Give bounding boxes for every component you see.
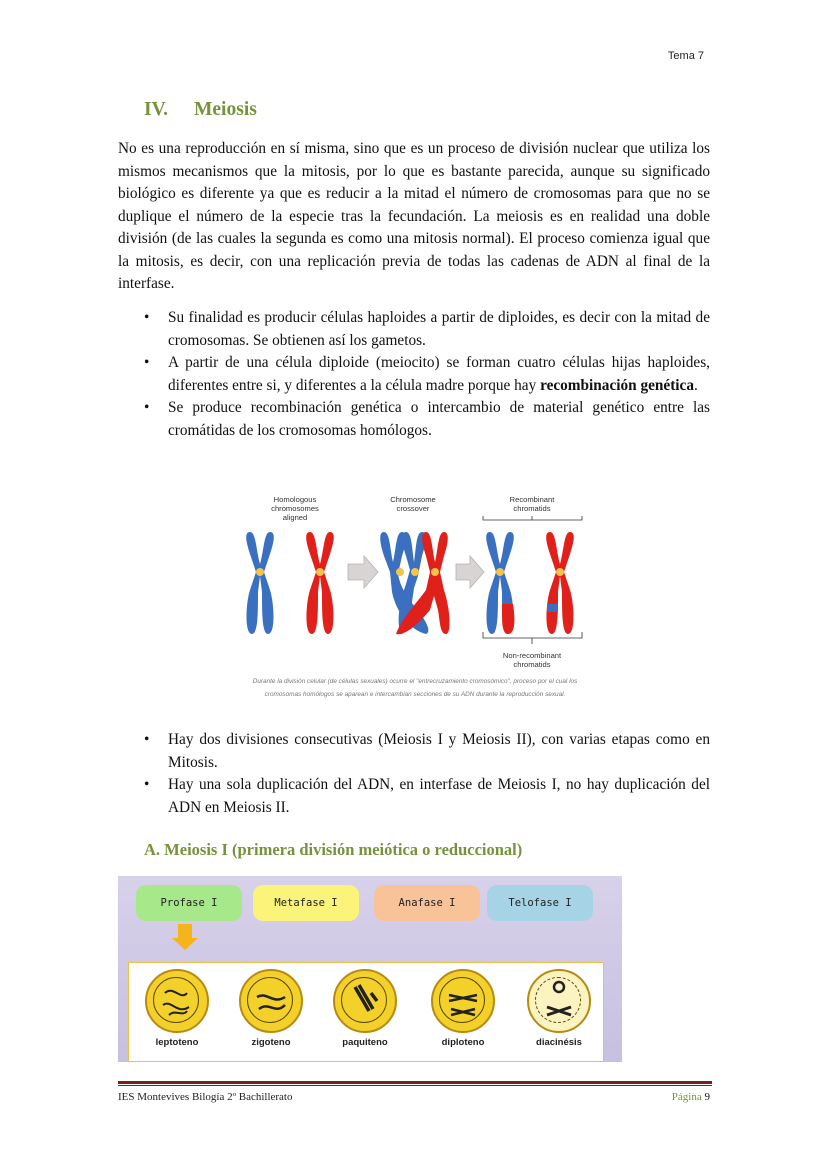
list-item: • Su finalidad es producir células haploides a partir de diploides, es decir con la mitad de cromosomas. Se obtienen así los gametos. (118, 307, 710, 352)
section-number: IV. (144, 99, 169, 120)
chromosome-blue-1 (246, 532, 274, 634)
crossover-diagram (230, 492, 600, 672)
recombinant-bracket (483, 516, 582, 520)
label-recombinant: Recombinant chromatids (509, 495, 555, 513)
bullet-list-2 (118, 729, 710, 819)
list-item: • Hay dos divisiones consecutivas (Meiosis I y Meiosis II), con varias etapas como en Mitosis. (118, 729, 710, 774)
label-homologous: Homologous chromosomes aligned (271, 495, 319, 522)
stage-paquiteno: paquiteno (323, 969, 407, 1048)
prophase-stages-panel (128, 962, 604, 1062)
phase-pill: Telofase I (487, 885, 593, 921)
stage-diacinesis: diacinésis (517, 969, 601, 1048)
footer-rule (118, 1081, 712, 1084)
figure-caption-line2: cromosomas homólogos se aparean e intercambian secciones de su ADN durante la reproducción sexual. (264, 691, 566, 698)
bullet-list-1 (118, 307, 710, 442)
footer-rule-thin (118, 1085, 712, 1086)
centromere (256, 568, 264, 576)
stage-diploteno: diploteno (421, 969, 505, 1048)
chromosome-recombinant-red (546, 532, 574, 634)
centromere (556, 568, 564, 576)
list-item: • A partir de una célula diploide (meiocito) se forman cuatro células hijas haploides, diferentes entre si, y diferentes a la célula madre porque hay recombinación genética. (118, 352, 710, 397)
phase-pill: Profase I (136, 885, 242, 921)
label-nonrecombinant: Non-recombinant chromatids (502, 651, 562, 669)
centromere (316, 568, 324, 576)
process-arrow (456, 556, 484, 588)
meiosis-phases-diagram (118, 876, 622, 1062)
chromosome-crossover-pair (380, 532, 449, 634)
stage-zigoteno: zigoteno (229, 969, 313, 1048)
stage-leptoteno: leptoteno (135, 969, 219, 1048)
section-title: Meiosis (194, 99, 257, 120)
crossover-figure (230, 492, 600, 707)
phase-pill: Anafase I (374, 885, 480, 921)
label-crossover: Chromosome crossover (390, 495, 436, 513)
section-heading (144, 99, 257, 121)
footer-school: IES Montevives Bilogía 2º Bachillerato (118, 1091, 293, 1103)
process-arrow (348, 556, 378, 588)
phase-pill: Metafase I (253, 885, 359, 921)
page-number: Página 9 (671, 1091, 710, 1103)
bold-term: recombinación genética (540, 376, 694, 394)
figure-caption-line1: Durante la división celular (de células sexuales) ocurre el "entrecruzamiento cromosómico", proceso por el cual los (252, 678, 578, 685)
chromosome-red-1 (306, 532, 334, 634)
centromere (496, 568, 504, 576)
intro-paragraph: No es una reproducción en sí misma, sino que es un proceso de división nuclear que utiliza los mismos mecanismos que la mitosis, por lo que es bastante parecida, aunque su significado biológico es diferente ya que es reducir a la mitad el número de cromosomas para que no se duplique el número de la especie tras la fecundación. La meiosis es en realidad una doble división (de las cuales la segunda es como una mitosis normal). El proceso comienza igual que la mitosis, es decir, con una replicación previa de todas las cadenas de ADN al final de la interfase. (118, 140, 710, 292)
subsection-title: A. Meiosis I (primera división meiótica o reduccional) (144, 840, 523, 859)
header-topic: Tema 7 (667, 50, 704, 62)
list-item: • Se produce recombinación genética o intercambio de material genético entre las cromátidas de los cromosomas homólogos. (118, 397, 710, 442)
down-arrow-icon (178, 924, 192, 940)
chromosome-recombinant-blue (486, 532, 514, 634)
list-item: • Hay una sola duplicación del ADN, en interfase de Meiosis I, no hay duplicación del ADN en Meiosis II. (118, 774, 710, 819)
